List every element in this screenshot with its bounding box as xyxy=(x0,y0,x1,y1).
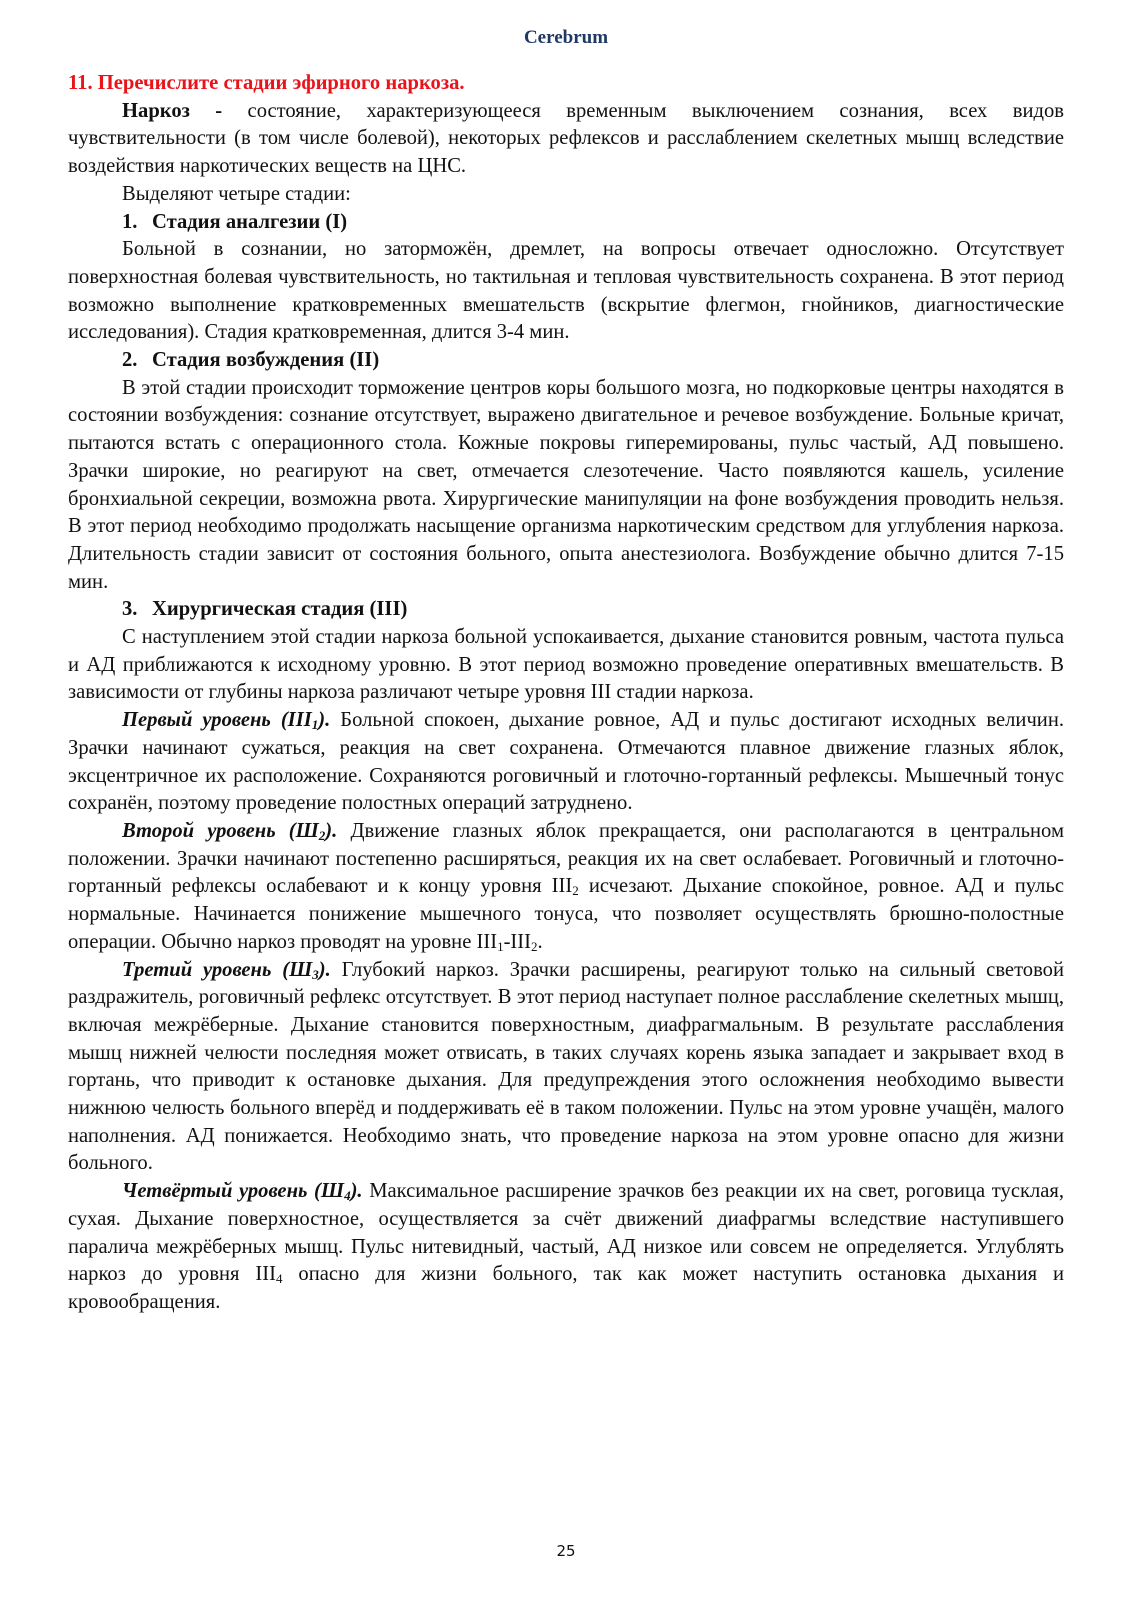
page-number: 25 xyxy=(556,1542,576,1560)
level-3-paragraph xyxy=(68,957,1064,1179)
stage-heading-3 xyxy=(122,596,1064,624)
stage-title: Стадия аналгезии (I) xyxy=(152,210,348,233)
level-4-text: Максимальное расширение зрачков без реакции их на свет, роговица тусклая, сухая. Дыхание поверхностное, осуществляется за счёт движений диафрагмы вследствие наступившего паралича межрёберных мышц. Пульс нитевидный, частый, АД низкое или совсем не определяется. Углублять наркоз до уровня $III_4$ опасно для жизни больного, так как может наступить остановка дыхания и кровообращения. xyxy=(68,1180,1064,1313)
level-4-label: Четвёртый уровень $(Ш_4)$. xyxy=(122,1180,363,1204)
question-title: 11. Перечислите стадии эфирного наркоза. xyxy=(68,72,465,94)
stage-heading-2 xyxy=(122,347,1064,375)
stage-title: Хирургическая стадия (III) xyxy=(152,598,408,621)
stage-number: 3. xyxy=(122,598,138,621)
level-3-text: Глубокий наркоз. Зрачки расширены, реагируют только на сильный световой раздражитель, роговичный рефлекс отсутствует. В этот период наступает полное расслабление скелетных мышц, включая межрёберные. Дыхание становится поверхностным, диафрагмальным. В результате расслабления мышц нижней челюсти последняя может отвисать, в таких случаях корень языка западает и закрывает вход в гортань, что приводит к остановке дыхания. Для предупреждения этого осложнения необходимо вывести нижнюю челюсть больного вперёд и поддерживать её в таком положении. Пульс на этом уровне учащён, малого наполнения. АД понижается. Необходимо знать, что проведение наркоза на этом уровне опасно для жизни больного. xyxy=(68,958,1064,1175)
stage-number: 2. xyxy=(122,349,138,372)
level-2-paragraph xyxy=(68,818,1064,957)
stage-text-1: Больной в сознании, но заторможён, дремлет, на вопросы отвечает односложно. Отсутствует поверхностная болевая чувствительность, но тактильная и тепловая чувствительность сохранена. В этот период возможно выполнение кратковременных вмешательств (вскрытие флегмон, гнойников, диагностические исследования). Стадия кратковременная, длится 3-4 мин. xyxy=(68,238,1064,344)
stage-number: 1. xyxy=(122,210,138,233)
stage-heading-1 xyxy=(122,209,1064,237)
level-4-paragraph xyxy=(68,1178,1064,1317)
stage-title: Стадия возбуждения (II) xyxy=(152,349,380,372)
level-2-text: Движение глазных яблок прекращается, они располагаются в центральном положении. Зрачки начинают постепенно расширяться, реакция их на свет ослабевает. Роговичный и глоточно-гортанный рефлексы ослабевают и к концу уровня $III_2$ исчезают. Дыхание спокойное, ровное. АД и пульс нормальные. Начинается понижение мышечного тонуса, что позволяет осуществлять брюшно-полостные операции. Обычно наркоз проводят на уровне $III_1-III_2$. xyxy=(68,819,1064,954)
level-1-label: Первый уровень $(III_1)$. xyxy=(122,709,331,733)
stage-text-2: В этой стадии происходит торможение центров коры большого мозга, но подкорковые центры находятся в состоянии возбуждения: сознание отсутствует, выражено двигательное и речевое возбуждение. Больные кричат, пытаются встать с операционного стола. Кожные покровы гиперемированы, пульс частый, АД повышено. Зрачки широкие, но реагируют на свет, отмечается слезотечение. Часто появляются кашель, усиление бронхиальной секреции, возможна рвота. Хирургические манипуляции на фоне возбуждения проводить нельзя. В этот период необходимо продолжать насыщение организма наркотическим средством для углубления наркоза. Длительность стадии зависит от состояния больного, опыта анестезиолога. Возбуждение обычно длится 7-15 мин. xyxy=(68,376,1064,593)
term-narcosis: Наркоз - xyxy=(122,99,223,122)
running-header: Cerebrum xyxy=(523,27,609,48)
level-3-label: Третий уровень $(Ш_3)$. xyxy=(122,958,331,982)
level-2-label: Второй уровень $(Ш_2)$. xyxy=(122,819,338,843)
level-1-paragraph xyxy=(68,707,1064,818)
stages-lead: Выделяют четыре стадии: xyxy=(122,182,351,205)
level-1-text: Больной спокоен, дыхание ровное, АД и пульс достигают исходных величин. Зрачки начинают сужаться, реакция на свет сохранена. Отмечаются плавное движение глазных яблок, эксцентричное их расположение. Сохраняются роговичный и глоточно-гортанный рефлексы. Мышечный тонус сохранён, поэтому проведение полостных операций затруднено. xyxy=(68,709,1065,815)
definition-text: состояние, характеризующееся временным выключением сознания, всех видов чувствительности (в том числе болевой), некоторых рефлексов и расслаблением скелетных мышц вследствие воздействия наркотических веществ на ЦНС. xyxy=(68,99,1064,178)
stage-text-3: С наступлением этой стадии наркоза больной успокаивается, дыхание становится ровным, частота пульса и АД приближаются к исходному уровню. В этот период возможно проведение оперативных вмешательств. В зависимости от глубины наркоза различают четыре уровня III стадии наркоза. xyxy=(68,626,1064,704)
intro-paragraph xyxy=(68,98,1064,181)
document-page xyxy=(68,26,1064,1317)
